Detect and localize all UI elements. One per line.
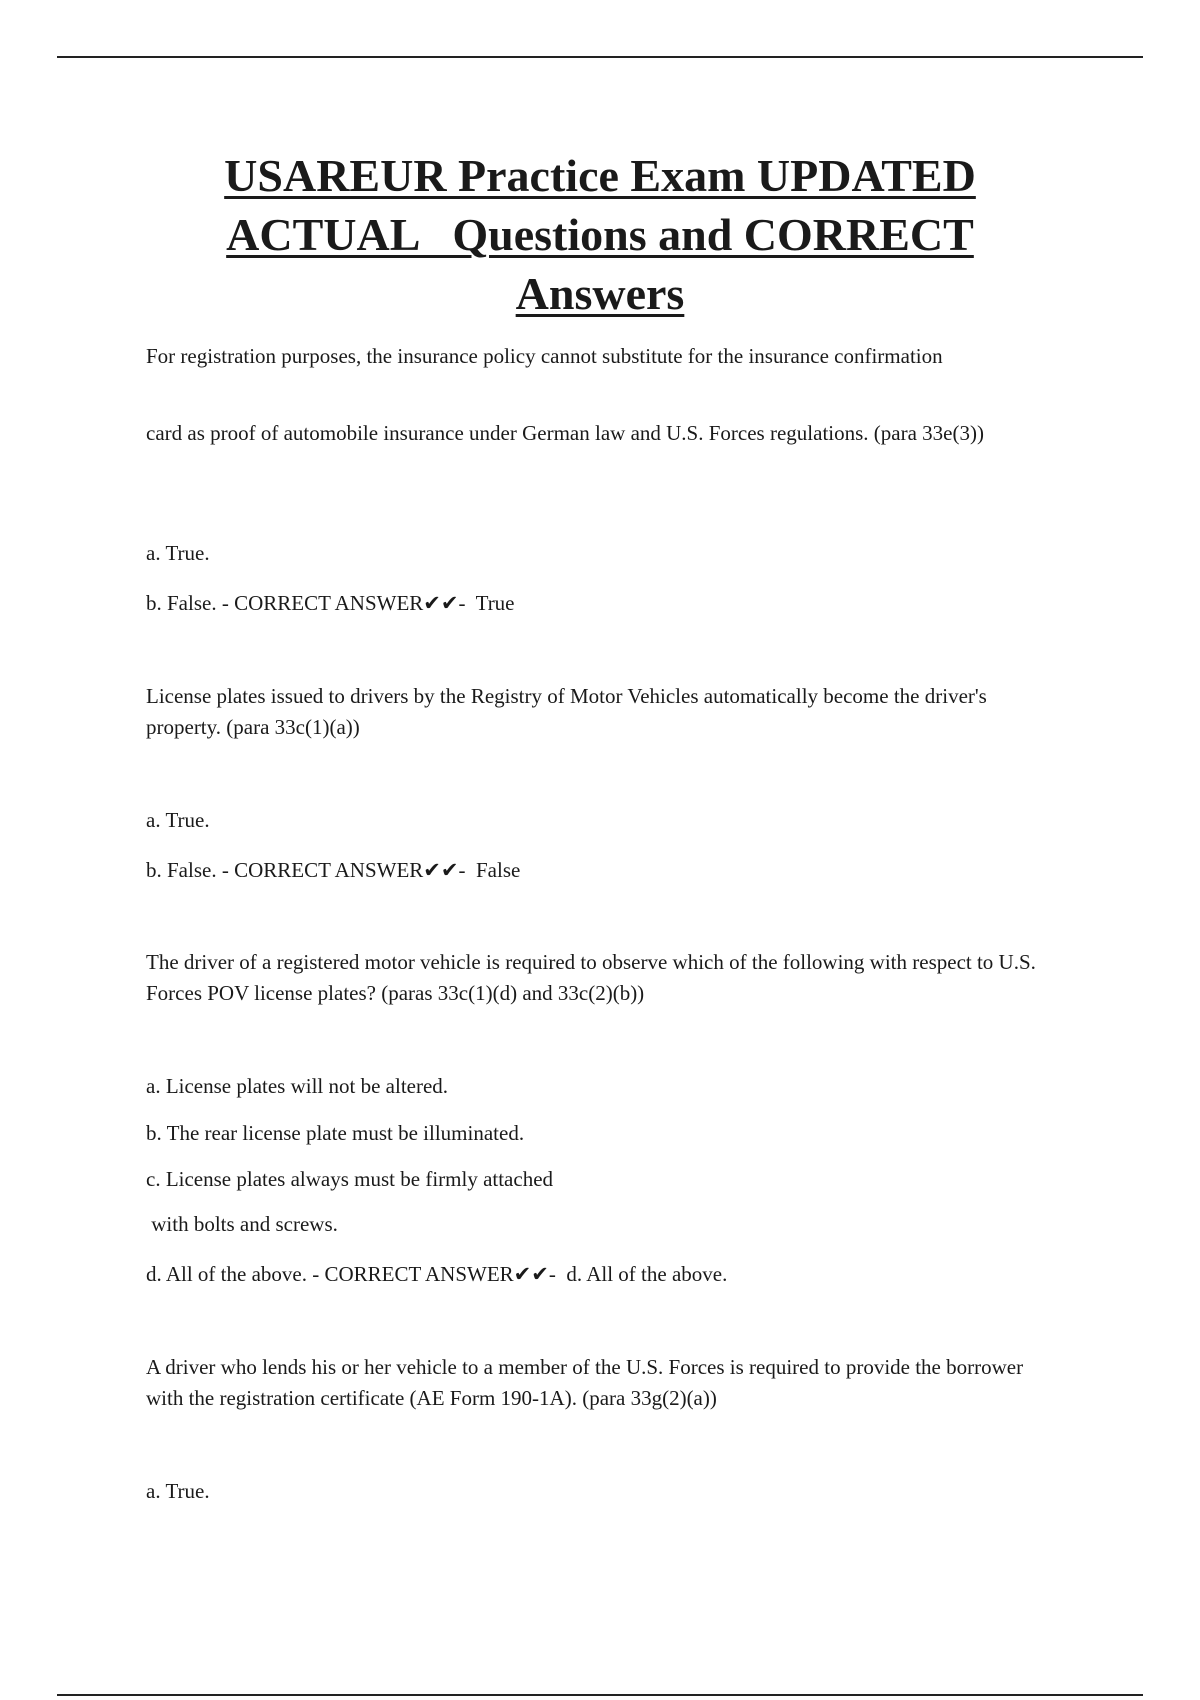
question-3-option-c-continued: with bolts and screws. <box>146 1212 338 1236</box>
question-3-option-d-answer: d. All of the above. - CORRECT ANSWER✔✔- d. All of the above. <box>146 1262 728 1286</box>
question-3-option-a: a. License plates will not be altered. <box>146 1074 449 1098</box>
question-4-option-a: a. True. <box>146 1479 210 1503</box>
question-1-stem-part-2: card as proof of automobile insurance under German law and U.S. Forces regulations. (para 33e(3)) <box>146 421 984 445</box>
question-1-stem-part-1: For registration purposes, the insurance policy cannot substitute for the insurance confirmation <box>146 344 943 368</box>
question-3-option-c: c. License plates always must be firmly attached <box>146 1167 554 1191</box>
question-1-option-b-answer: b. False. - CORRECT ANSWER✔✔- True <box>146 591 515 615</box>
question-3-option-b: b. The rear license plate must be illuminated. <box>146 1121 525 1145</box>
title-line-1: USAREUR Practice Exam UPDATED <box>224 150 976 201</box>
document-title <box>120 146 1080 323</box>
question-4-stem: A driver who lends his or her vehicle to a member of the U.S. Forces is required to provide the borrower with the registration certificate (AE Form 190-1A). (para 33g(2)(a)) <box>146 1355 1029 1410</box>
question-2-option-a: a. True. <box>146 808 210 832</box>
question-2-stem: License plates issued to drivers by the Registry of Motor Vehicles automatically become the driver's property. (para 33c(1)(a)) <box>146 684 993 739</box>
question-2-option-b-answer: b. False. - CORRECT ANSWER✔✔- False <box>146 858 521 882</box>
question-1-option-a: a. True. <box>146 541 210 565</box>
question-3-stem: The driver of a registered motor vehicle is required to observe which of the following with respect to U.S. Forces POV license plates? (paras 33c(1)(d) and 33c(2)(b)) <box>146 950 1042 1005</box>
top-rule <box>57 56 1143 58</box>
title-line-3: Answers <box>515 268 685 319</box>
bottom-rule <box>57 1694 1143 1696</box>
title-line-2: ACTUAL Questions and CORRECT <box>226 209 974 260</box>
